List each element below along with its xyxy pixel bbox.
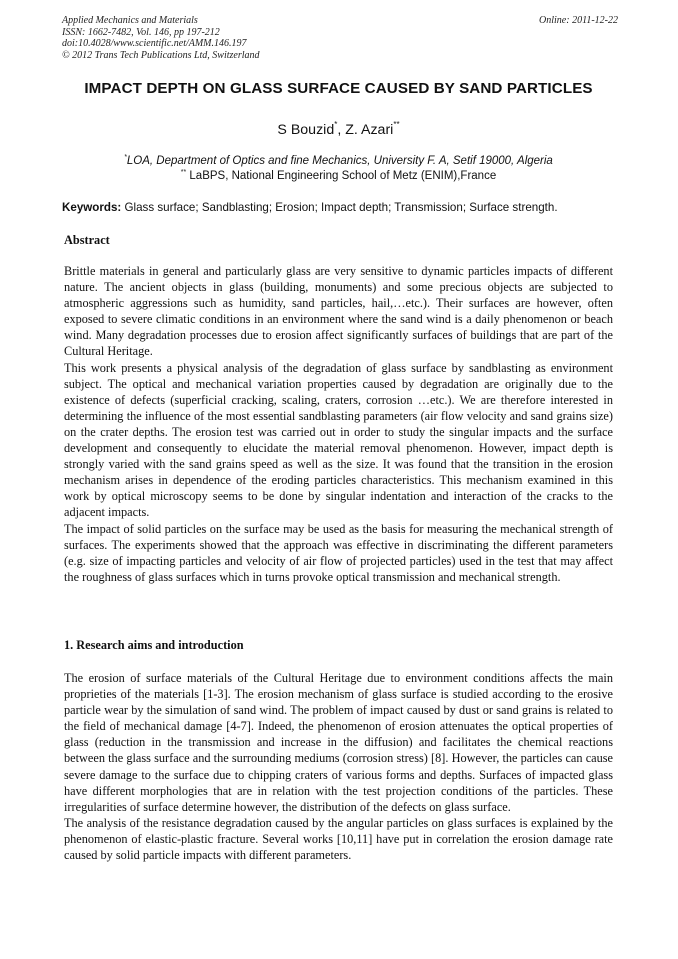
affiliation-1 (62, 154, 615, 168)
abstract-paragraph: The impact of solid particles on the surface may be used as the basis for measuring the mechanical strength of surfaces. The experiments showed that the approach was effective in discriminating the different parameters (e.g. size of impacting particles and velocity of air flow of projected particles) used in the test that may affect the roughness of glass surfaces which in turns provoke optical transmission and mechanical strength. (64, 521, 613, 584)
keywords-text: Glass surface; Sandblasting; Erosion; Impact depth; Transmission; Surface strength. (121, 201, 558, 214)
paper-title: IMPACT DEPTH ON GLASS SURFACE CAUSED BY SAND PARTICLES (84, 80, 593, 97)
author-2: Z. Azari (345, 122, 394, 138)
author-1: S Bouzid (277, 122, 335, 138)
journal-name: Applied Mechanics and Materials (62, 15, 198, 26)
abstract-heading: Abstract (64, 233, 110, 247)
keywords-label: Keywords: (62, 201, 122, 214)
affiliation-1-mark: * (124, 154, 127, 161)
author-2-mark: ** (393, 120, 400, 129)
doi-line: doi:10.4028/www.scientific.net/AMM.146.197 (62, 38, 247, 49)
section-1-body (64, 670, 613, 863)
journal-header (62, 15, 618, 61)
affiliation-2-mark: ** (180, 169, 187, 176)
online-date: Online: 2011-12-22 (539, 15, 618, 26)
affiliation-1-text: LOA, Department of Optics and fine Mechanics, University F. A, Setif 19000, Algeria (126, 155, 553, 167)
issn-line: ISSN: 1662-7482, Vol. 146, pp 197-212 (62, 26, 220, 38)
keywords (62, 201, 618, 215)
abstract-body (64, 263, 613, 585)
author-separator: , (337, 122, 346, 138)
copyright-line: © 2012 Trans Tech Publications Ltd, Switzerland (62, 49, 260, 61)
author-1-mark: * (334, 120, 338, 129)
section-1-heading: 1. Research aims and introduction (64, 638, 244, 652)
abstract-paragraph: Brittle materials in general and particularly glass are very sensitive to dynamic particles impacts of different nature. The ancient objects in glass (building, monuments) and some precious objects are subjected to atmospheric aggressions such as humidity, sand particles, hail,…etc.). Their surfaces are however, often exposed to severe climatic conditions in an environment where the sand wind is a daily phenomenon or beach wind. Many degradation processes due to erosion affect significantly surfaces of buildings that are part of the Cultural Heritage. (64, 264, 613, 359)
section-1-paragraph: The erosion of surface materials of the Cultural Heritage due to environment conditions affects the main proprieties of the materials [1-3]. The erosion mechanism of glass surface is studied according to the erosive particle wear by the simulation of sand wind. The problem of impact caused by dust or sand grains is related to the field of mechanical damage [4-7]. Indeed, the phenomenon of erosion attenuates the optical properties of glass (reduction in the transmission and increase in the diffusion) and facilitates the chemical reactions between the glass surface and the surrounding mediums (corrosion stress) [8]. However, the particles can cause severe damage to the surface due to chipping craters of various forms and depths. Surfaces of impacted glass have different morphologies that are in relation with the test projection conditions of the particles. These irregularities of surface determine however, the distribution of the defects on glass surface. (64, 671, 613, 814)
author-line (62, 121, 615, 139)
section-1-paragraph: The analysis of the resistance degradation caused by the angular particles on glass surfaces is explained by the phenomenon of elastic-plastic fracture. Several works [10,11] have put in correlation the erosion damage rate caused by solid particle impacts with different parameters. (64, 815, 613, 863)
affiliation-2 (62, 169, 615, 183)
affiliation-2-text: LaBPS, National Engineering School of Metz (ENIM),France (186, 170, 497, 182)
abstract-paragraph: This work presents a physical analysis of the degradation of glass surface by sandblasting as environment subject. The optical and mechanical variation properties caused by degradation are originally due to the existence of defects (superficial cracking, scaling, craters, corrosion …etc.). We are therefore interested in determining the influence of the most essential sandblasting parameters (air flow velocity and sand grains size) on the crater depths. The erosion test was carried out in order to study the singular impacts and the surface development and consequently to elucidate the material removal phenomenon. However, impact depth is strongly varied with the sand grains speed as well as the size. It was found that the transition in the erosion mechanism arises in dependence of the eroding particles characteristics. This mechanism examined in this work by optical microscopy seems to be done by singular indentation and interaction of the cracks to the adjacent impacts. (64, 360, 613, 520)
